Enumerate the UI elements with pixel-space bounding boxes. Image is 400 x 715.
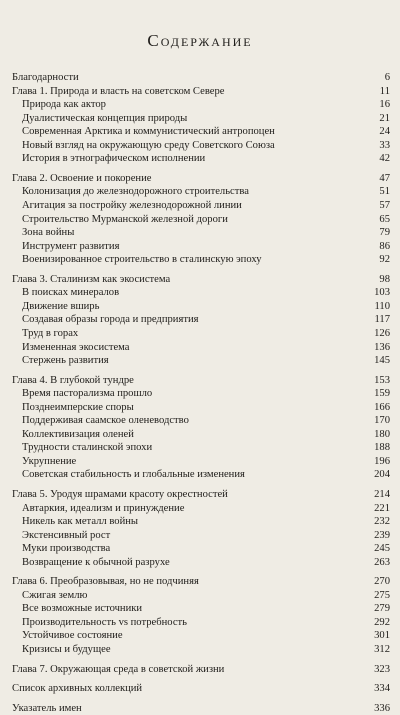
toc-section [22, 199, 390, 212]
toc-section [22, 253, 390, 266]
toc-entry-page: 42 [379, 153, 390, 165]
toc-section [22, 125, 390, 138]
toc-entry-title: Глава 4. В глубокой тундре [12, 374, 134, 386]
toc-section [22, 213, 390, 226]
toc-section [22, 185, 390, 198]
toc-chapter [12, 374, 390, 387]
toc-section [22, 354, 390, 367]
toc-entry-page: 204 [374, 469, 390, 481]
toc-chapter [12, 702, 390, 715]
toc-entry-page: 159 [374, 388, 390, 400]
toc-section [22, 98, 390, 111]
toc-entry-title: Создавая образы города и предприятия [22, 314, 199, 326]
toc-entry-page: 92 [379, 254, 390, 266]
toc-entry-page: 65 [379, 213, 390, 225]
toc-entry-title: Указатель имен [12, 702, 82, 714]
toc-entry-title: Муки производства [22, 543, 111, 555]
toc-entry-title: Список архивных коллекций [12, 683, 143, 695]
toc-entry-title: Поддерживая саамское оленеводство [22, 415, 189, 427]
toc-entry-title: Глава 3. Сталинизм как экосистема [12, 273, 171, 285]
toc-entry-page: 153 [374, 374, 390, 386]
toc-entry-title: Дуалистическая концепция природы [22, 112, 188, 124]
toc-section [22, 226, 390, 239]
toc-section [22, 428, 390, 441]
toc-entry-title: Глава 7. Окружающая среда в советской жизни [12, 663, 225, 675]
toc-section [22, 112, 390, 125]
toc-entry-page: 180 [374, 428, 390, 440]
toc-entry-page: 270 [374, 576, 390, 588]
toc-chapter [12, 85, 390, 98]
toc-entry-title: История в этнографическом исполнении [22, 153, 206, 165]
toc-entry-title: Сжигая землю [22, 589, 88, 601]
toc-entry-title: Коллективизация оленей [22, 428, 134, 440]
toc-section [22, 300, 390, 313]
toc-entry-page: 11 [379, 85, 390, 97]
toc-entry-page: 336 [374, 702, 390, 714]
toc-section [22, 240, 390, 253]
toc-entry-page: 263 [374, 556, 390, 568]
toc-entry-page: 292 [374, 616, 390, 628]
toc-section [22, 387, 390, 400]
toc-entry-page: 103 [374, 287, 390, 299]
toc-entry-title: Военизированное строительство в сталинскую эпоху [22, 254, 262, 266]
toc-entry-page: 57 [379, 200, 390, 211]
toc-entry-title: Современная Арктика и коммунистический антропоцен [22, 126, 275, 138]
toc-entry-title: Кризисы и будущее [22, 644, 111, 655]
toc-entry-page: 126 [374, 327, 390, 339]
toc-entry-page: 79 [379, 227, 390, 239]
toc-entry-title: Строительство Мурманской железной дороги [22, 213, 228, 225]
toc-section [22, 589, 390, 602]
toc-entry-page: 86 [379, 240, 390, 252]
toc-entry-page: 117 [374, 314, 390, 326]
toc-entry-page: 214 [374, 489, 390, 500]
toc-entry-title: Стержень развития [22, 355, 109, 366]
toc-entry-page: 110 [374, 300, 390, 312]
toc-entry-title: Никель как металл войны [22, 516, 139, 528]
toc-entry-page: 301 [374, 630, 390, 642]
toc-entry-title: Движение вширь [22, 300, 100, 312]
toc-section [22, 441, 390, 454]
toc-section [22, 529, 390, 542]
toc-entry-title: Время пасторализма прошло [22, 388, 153, 400]
toc-entry-title: Измененная экосистема [22, 341, 130, 353]
toc-entry-title: Глава 6. Преобразовывая, но не подчиняя [12, 576, 199, 588]
toc-entry-title: Агитация за постройку железнодорожной линии [22, 200, 242, 211]
toc-entry-title: Колонизация до железнодорожного строительства [22, 186, 249, 198]
toc-entry-title: В поисках минералов [22, 287, 120, 299]
toc-section [22, 502, 390, 515]
toc-section [22, 401, 390, 414]
toc-entry-title: Все возможные источники [22, 603, 143, 615]
toc-entry-page: 334 [374, 683, 390, 695]
toc-chapter [12, 663, 390, 676]
toc-section [22, 515, 390, 528]
toc-section [22, 327, 390, 340]
toc-entry-page: 279 [374, 603, 390, 615]
toc-section [22, 556, 390, 569]
toc-section [22, 286, 390, 299]
toc-entry-page: 275 [374, 589, 390, 601]
toc-section [22, 152, 390, 165]
toc-entry-page: 51 [379, 186, 390, 198]
toc-entry-page: 6 [384, 72, 390, 83]
toc-entry-page: 16 [379, 99, 390, 111]
toc-chapter [12, 575, 390, 588]
toc-entry-title: Зона войны [22, 227, 75, 239]
toc-entry-title: Автаркия, идеализм и принуждение [22, 502, 185, 514]
toc-entry-page: 145 [374, 355, 390, 366]
toc-entry-title: Глава 5. Уродуя шрамами красоту окрестностей [12, 489, 228, 500]
toc-section [22, 455, 390, 468]
toc-entry-page: 24 [379, 126, 390, 138]
toc-entry-page: 188 [374, 442, 390, 454]
toc-chapter [12, 488, 390, 501]
toc-entry-page: 47 [379, 172, 390, 184]
toc-section [22, 629, 390, 642]
toc-section [22, 542, 390, 555]
toc-section [22, 313, 390, 326]
toc-entry-page: 170 [374, 415, 390, 427]
toc-entry-page: 98 [379, 273, 390, 285]
toc-entry-title: Устойчивое состояние [22, 630, 123, 642]
toc-entry-page: 239 [374, 529, 390, 541]
toc-entry-page: 21 [379, 112, 390, 124]
toc-entry-title: Новый взгляд на окружающую среду Советского Союза [22, 139, 275, 151]
toc-entry-page: 166 [374, 401, 390, 413]
toc-section [22, 643, 390, 656]
toc-entry-title: Возвращение к обычной разрухе [22, 556, 170, 568]
toc-entry-page: 196 [374, 455, 390, 467]
toc-entry-page: 232 [374, 516, 390, 528]
toc-entry-title: Благодарности [12, 72, 79, 83]
toc-entry-page: 312 [374, 644, 390, 655]
toc-entry-title: Производительность vs потребность [22, 616, 188, 628]
toc-chapter [12, 71, 390, 84]
toc-entry-title: Советская стабильность и глобальные изменения [22, 469, 245, 481]
toc-entry-page: 323 [374, 663, 390, 675]
toc-entry-page: 33 [379, 139, 390, 151]
toc-chapter [12, 172, 390, 185]
toc-section [22, 602, 390, 615]
toc-entry-title: Труд в горах [22, 327, 79, 339]
toc-entry-page: 136 [374, 341, 390, 353]
toc-entry-page: 221 [374, 502, 390, 514]
toc-section [22, 468, 390, 481]
toc-section [22, 139, 390, 152]
toc-chapter [12, 682, 390, 695]
page-title: Содержание [147, 31, 253, 50]
toc-entry-title: Укрупнение [22, 455, 77, 467]
toc-section [22, 414, 390, 427]
toc-chapter [12, 273, 390, 286]
toc-section [22, 341, 390, 354]
toc-entry-title: Глава 1. Природа и власть на советском Севере [12, 85, 225, 97]
toc-entry-title: Трудности сталинской эпохи [22, 442, 153, 454]
toc-section [22, 616, 390, 629]
toc-entry-title: Экстенсивный рост [22, 529, 111, 541]
toc-entry-title: Позднеимперские споры [22, 401, 134, 413]
toc-entry-title: Инструмент развития [22, 240, 120, 252]
toc-entry-title: Глава 2. Освоение и покорение [12, 172, 152, 184]
toc-entry-page: 245 [374, 543, 390, 555]
toc-entry-title: Природа как актор [22, 99, 106, 111]
